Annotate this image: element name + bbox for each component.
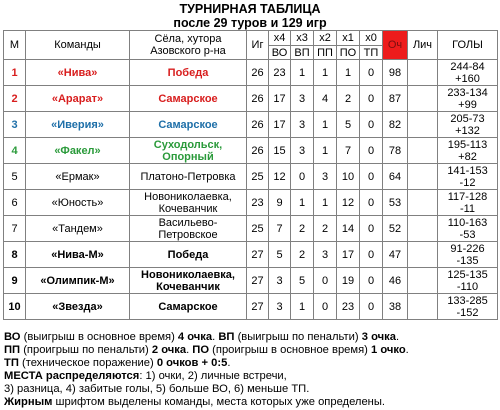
cell-goals <box>438 190 498 216</box>
table-subtitle: после 29 туров и 129 игр <box>173 16 327 30</box>
col-tp: ТП <box>360 46 383 60</box>
goals-diff: -135 <box>456 254 479 267</box>
cell-goals <box>438 242 498 268</box>
goals-score: 244-84 <box>450 60 485 73</box>
cell-vp: 2 <box>291 216 314 242</box>
cell-pp: 4 <box>314 86 337 112</box>
table-row <box>4 216 498 242</box>
cell-points: 53 <box>383 190 408 216</box>
cell-po: 19 <box>337 268 360 294</box>
cell-village: Самарское <box>130 294 247 320</box>
cell-team: «Нива» <box>26 60 130 86</box>
cell-team: «Юность» <box>26 190 130 216</box>
cell-goals <box>438 216 498 242</box>
cell-po: 7 <box>337 138 360 164</box>
cell-team: «Факел» <box>26 138 130 164</box>
goals-score: 117-128 <box>447 190 488 203</box>
cell-place: 7 <box>4 216 26 242</box>
cell-vp: 3 <box>291 112 314 138</box>
cell-games: 26 <box>247 138 269 164</box>
legend-notes <box>4 331 498 409</box>
cell-games: 26 <box>247 60 269 86</box>
col-x1: x1 <box>337 31 360 46</box>
cell-goals <box>438 112 498 138</box>
cell-goals <box>438 268 498 294</box>
goals-diff: -11 <box>459 202 476 215</box>
cell-team: «Олимпик-М» <box>26 268 130 294</box>
cell-place: 8 <box>4 242 26 268</box>
cell-vp: 2 <box>291 242 314 268</box>
col-points: Оч <box>383 31 408 60</box>
cell-place: 3 <box>4 112 26 138</box>
cell-games: 26 <box>247 112 269 138</box>
goals-score: 205-73 <box>450 112 485 125</box>
col-x3: x3 <box>291 31 314 46</box>
cell-po: 10 <box>337 164 360 190</box>
col-x0: x0 <box>360 31 383 46</box>
goals-diff: +132 <box>455 124 480 137</box>
cell-vp: 1 <box>291 60 314 86</box>
cell-tp: 0 <box>360 60 383 86</box>
cell-points: 52 <box>383 216 408 242</box>
cell-village: Платоно-Петровка <box>130 164 247 190</box>
cell-points: 38 <box>383 294 408 320</box>
cell-pp: 1 <box>314 112 337 138</box>
cell-po: 17 <box>337 242 360 268</box>
standings-table <box>3 30 498 320</box>
cell-po: 2 <box>337 86 360 112</box>
cell-points: 87 <box>383 86 408 112</box>
cell-vo: 17 <box>269 86 291 112</box>
cell-vo: 17 <box>269 112 291 138</box>
cell-personal <box>408 164 438 190</box>
cell-place: 6 <box>4 190 26 216</box>
cell-goals <box>438 164 498 190</box>
cell-village: Суходольск, Опорный <box>130 138 247 164</box>
cell-personal <box>408 112 438 138</box>
cell-points: 82 <box>383 112 408 138</box>
cell-tp: 0 <box>360 294 383 320</box>
cell-games: 27 <box>247 242 269 268</box>
cell-team: «Ермак» <box>26 164 130 190</box>
col-pp: ПП <box>314 46 337 60</box>
col-x2: x2 <box>314 31 337 46</box>
note-line-5: 3) разница, 4) забитые голы, 5) больше ВО, 6) меньше ТП. <box>4 383 310 395</box>
cell-po: 14 <box>337 216 360 242</box>
cell-po: 12 <box>337 190 360 216</box>
table-row <box>4 190 498 216</box>
cell-points: 64 <box>383 164 408 190</box>
note-line-6: Жирным шрифтом выделены команды, места которых уже определены. <box>4 396 385 408</box>
cell-points: 78 <box>383 138 408 164</box>
cell-place: 4 <box>4 138 26 164</box>
cell-pp: 2 <box>314 216 337 242</box>
cell-vo: 3 <box>269 268 291 294</box>
cell-vo: 23 <box>269 60 291 86</box>
cell-place: 5 <box>4 164 26 190</box>
cell-place: 10 <box>4 294 26 320</box>
table-row <box>4 268 498 294</box>
cell-goals <box>438 294 498 320</box>
cell-place: 2 <box>4 86 26 112</box>
cell-pp: 1 <box>314 60 337 86</box>
cell-place: 9 <box>4 268 26 294</box>
cell-personal <box>408 242 438 268</box>
goals-diff: +160 <box>455 72 480 85</box>
col-personal: Лич <box>408 31 438 60</box>
note-line-1: ВО (выигрыш в основное время) 4 очка. ВП (выигрыш по пенальти) 3 очка. <box>4 331 400 343</box>
cell-pp: 3 <box>314 164 337 190</box>
col-po: ПО <box>337 46 360 60</box>
goals-score: 141-153 <box>447 164 488 177</box>
cell-tp: 0 <box>360 242 383 268</box>
cell-points: 46 <box>383 268 408 294</box>
cell-tp: 0 <box>360 86 383 112</box>
col-team: Команды <box>26 31 130 60</box>
note-line-4: МЕСТА распределяются: 1) очки, 2) личные встречи, <box>4 370 287 382</box>
table-row <box>4 242 498 268</box>
cell-pp: 1 <box>314 190 337 216</box>
cell-personal <box>408 86 438 112</box>
cell-personal <box>408 294 438 320</box>
goals-score: 233-134 <box>447 86 488 99</box>
cell-games: 27 <box>247 294 269 320</box>
col-place: М <box>4 31 26 60</box>
cell-games: 25 <box>247 216 269 242</box>
cell-points: 98 <box>383 60 408 86</box>
note-line-3: ТП (техническое поражение) 0 очков + 0:5. <box>4 357 231 369</box>
cell-tp: 0 <box>360 268 383 294</box>
table-title: ТУРНИРНАЯ ТАБЛИЦА <box>179 2 321 16</box>
goals-diff: -152 <box>456 306 479 319</box>
cell-vo: 15 <box>269 138 291 164</box>
cell-village: Новониколаевка, Кочеванчик <box>130 268 247 294</box>
cell-points: 47 <box>383 242 408 268</box>
table-row <box>4 138 498 164</box>
cell-village: Самарское <box>130 86 247 112</box>
cell-vo: 5 <box>269 242 291 268</box>
col-x4: x4 <box>269 31 291 46</box>
cell-village: Самарское <box>130 112 247 138</box>
table-row <box>4 60 498 86</box>
goals-score: 125-135 <box>447 268 488 281</box>
goals-score: 133-285 <box>447 294 488 307</box>
cell-team: «Иверия» <box>26 112 130 138</box>
cell-village: Васильево-Петровское <box>130 216 247 242</box>
cell-po: 23 <box>337 294 360 320</box>
cell-team: «Арарат» <box>26 86 130 112</box>
cell-games: 23 <box>247 190 269 216</box>
cell-goals <box>438 86 498 112</box>
cell-pp: 0 <box>314 268 337 294</box>
cell-vp: 0 <box>291 164 314 190</box>
cell-po: 5 <box>337 112 360 138</box>
cell-village: Победа <box>130 60 247 86</box>
cell-pp: 3 <box>314 242 337 268</box>
cell-goals <box>438 60 498 86</box>
cell-village: Новониколаевка, Кочеванчик <box>130 190 247 216</box>
goals-diff: -53 <box>459 228 476 241</box>
cell-vo: 7 <box>269 216 291 242</box>
cell-team: «Нива-М» <box>26 242 130 268</box>
col-games: Иг <box>247 31 269 60</box>
cell-vp: 1 <box>291 294 314 320</box>
cell-personal <box>408 138 438 164</box>
cell-pp: 1 <box>314 138 337 164</box>
cell-vo: 3 <box>269 294 291 320</box>
cell-pp: 0 <box>314 294 337 320</box>
goals-diff: +82 <box>458 150 477 163</box>
cell-vo: 12 <box>269 164 291 190</box>
cell-tp: 0 <box>360 216 383 242</box>
cell-games: 27 <box>247 268 269 294</box>
cell-tp: 0 <box>360 138 383 164</box>
col-vp: ВП <box>291 46 314 60</box>
goals-diff: -110 <box>456 280 479 293</box>
cell-place: 1 <box>4 60 26 86</box>
col-village: Сёла, хутора Азовского р-на <box>130 31 247 60</box>
cell-games: 25 <box>247 164 269 190</box>
note-line-2: ПП (проигрыш по пенальти) 2 очка. ПО (проигрыш в основное время) 1 очко. <box>4 344 409 356</box>
cell-po: 1 <box>337 60 360 86</box>
cell-personal <box>408 216 438 242</box>
table-row <box>4 86 498 112</box>
col-goals: ГОЛЫ <box>438 31 498 60</box>
cell-vo: 9 <box>269 190 291 216</box>
cell-personal <box>408 190 438 216</box>
cell-tp: 0 <box>360 164 383 190</box>
goals-diff: +99 <box>458 98 477 111</box>
cell-vp: 3 <box>291 86 314 112</box>
table-row <box>4 164 498 190</box>
cell-goals <box>438 138 498 164</box>
goals-score: 195-113 <box>447 138 488 151</box>
cell-village: Победа <box>130 242 247 268</box>
table-row <box>4 294 498 320</box>
goals-score: 110-163 <box>447 216 488 229</box>
goals-score: 91-226 <box>450 242 485 255</box>
cell-personal <box>408 60 438 86</box>
cell-vp: 5 <box>291 268 314 294</box>
cell-vp: 1 <box>291 190 314 216</box>
cell-tp: 0 <box>360 190 383 216</box>
table-row <box>4 112 498 138</box>
goals-diff: -12 <box>459 176 476 189</box>
cell-personal <box>408 268 438 294</box>
cell-tp: 0 <box>360 112 383 138</box>
cell-team: «Звезда» <box>26 294 130 320</box>
cell-games: 26 <box>247 86 269 112</box>
cell-team: «Тандем» <box>26 216 130 242</box>
cell-vp: 3 <box>291 138 314 164</box>
col-vo: ВО <box>269 46 291 60</box>
